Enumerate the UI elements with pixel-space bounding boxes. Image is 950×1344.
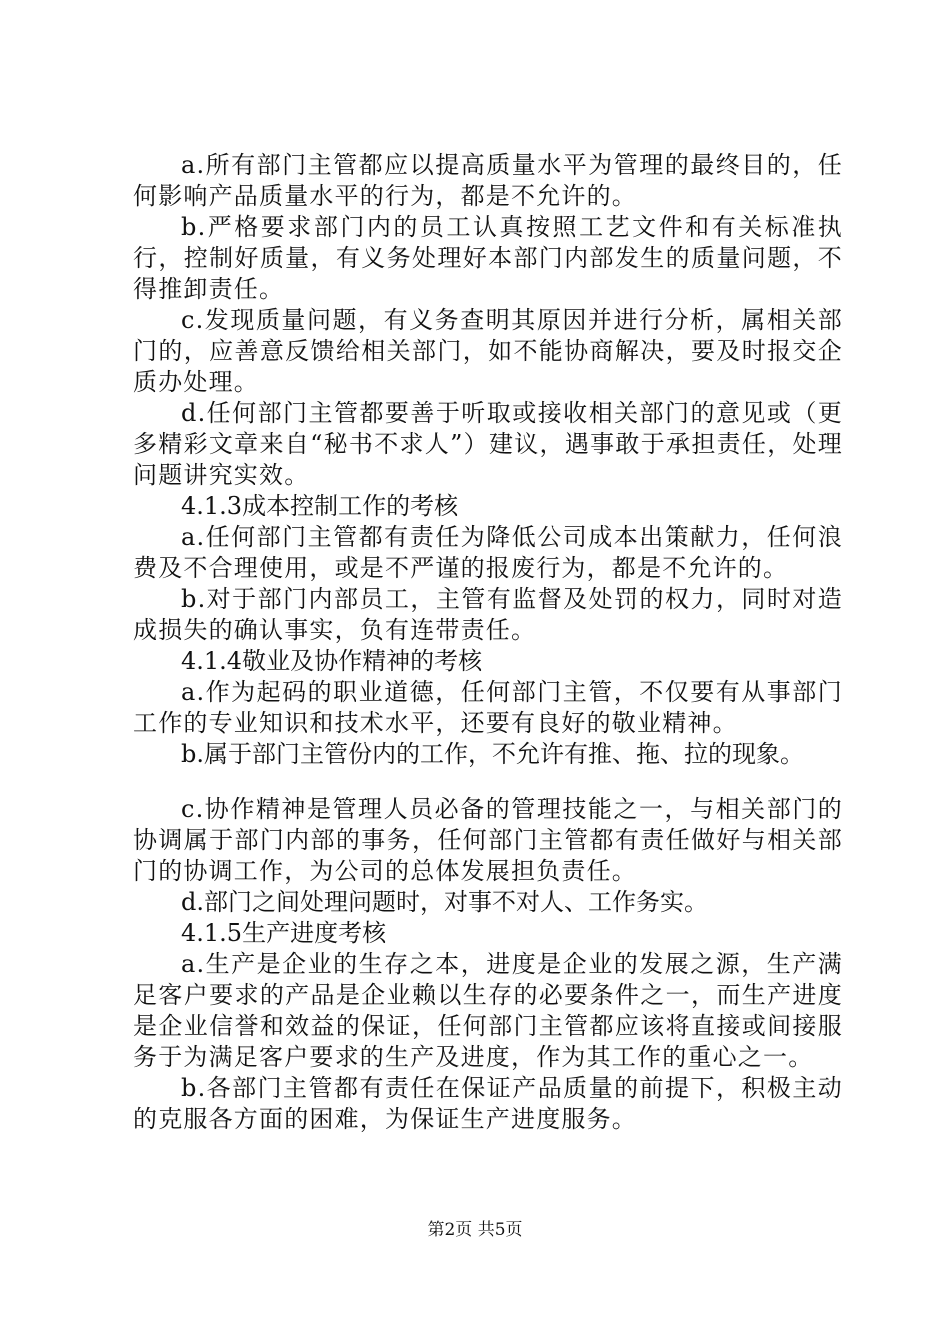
paragraph-cost-b: b.对于部门内部员工，主管有监督及处罚的权力，同时对造成损失的确认事实，负有连带责任。	[133, 585, 843, 644]
page-number-footer: 第2页 共5页	[427, 1220, 523, 1240]
section-heading-cost-control: 4.1.3成本控制工作的考核	[181, 492, 459, 520]
section-heading-production-progress: 4.1.5生产进度考核	[181, 919, 387, 947]
paragraph-dedication-a: a.作为起码的职业道德，任何部门主管，不仅要有从事部门工作的专业知识和技术水平，还要有良好的敬业精神。	[133, 678, 843, 737]
paragraph-quality-d: d.任何部门主管都要善于听取或接收相关部门的意见或（更多精彩文章来自“秘书不求人”）建议，遇事敢于承担责任，处理问题讲究实效。	[133, 399, 843, 489]
paragraph-production-b: b.各部门主管都有责任在保证产品质量的前提下，积极主动的克服各方面的困难，为保证生产进度服务。	[133, 1074, 843, 1133]
paragraph-quality-c: c.发现质量问题，有义务查明其原因并进行分析，属相关部门的，应善意反馈给相关部门，如不能协商解决，要及时报交企质办处理。	[133, 306, 843, 396]
document-body	[133, 150, 843, 1135]
paragraph-production-a: a.生产是企业的生存之本，进度是企业的发展之源，生产满足客户要求的产品是企业赖以生存的必要条件之一，而生产进度是企业信誉和效益的保证，任何部门主管都应该将直接或间接服务于为满足客户要求的生产及进度，作为其工作的重心之一。	[133, 950, 843, 1071]
paragraph-dedication-b: b.属于部门主管份内的工作，不允许有推、拖、拉的现象。	[181, 740, 804, 768]
paragraph-spacer	[133, 770, 843, 794]
paragraph-cost-a: a.任何部门主管都有责任为降低公司成本出策献力，任何浪费及不合理使用，或是不严谨的报废行为，都是不允许的。	[133, 523, 843, 582]
paragraph-quality-b: b.严格要求部门内的员工认真按照工艺文件和有关标准执行，控制好质量，有义务处理好本部门内部发生的质量问题，不得推卸责任。	[133, 213, 843, 303]
paragraph-dedication-c: c.协作精神是管理人员必备的管理技能之一，与相关部门的协调属于部门内部的事务，任何部门主管都有责任做好与相关部门的协调工作，为公司的总体发展担负责任。	[133, 795, 843, 885]
section-heading-dedication: 4.1.4敬业及协作精神的考核	[181, 647, 483, 675]
paragraph-dedication-d: d.部门之间处理问题时，对事不对人、工作务实。	[181, 888, 708, 916]
paragraph-quality-a: a.所有部门主管都应以提高质量水平为管理的最终目的，任何影响产品质量水平的行为，都是不允许的。	[133, 151, 843, 210]
